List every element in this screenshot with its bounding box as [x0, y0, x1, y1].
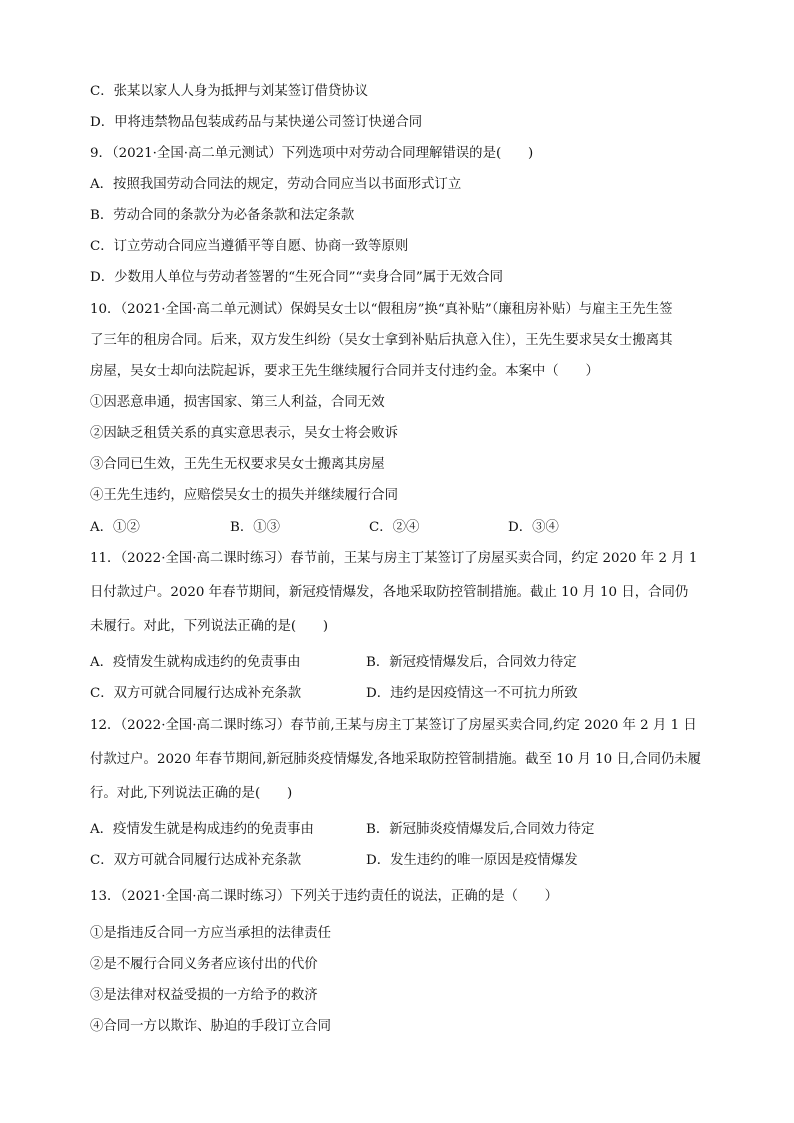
- q9-stem: 9．（2021·全国·高二单元测试）下列选项中对劳动合同理解错误的是( ): [90, 146, 534, 161]
- q10-option-b: B．①③: [230, 520, 281, 535]
- q13-statement-2: ②是不履行合同义务者应该付出的代价: [90, 957, 318, 972]
- q8-option-c: C．张某以家人人身为抵押与刘某签订借贷协议: [90, 84, 369, 99]
- q12-stem-line3: 行。对此,下列说法正确的是( ): [90, 786, 293, 801]
- q8-option-d: D．甲将违禁物品包装成药品与某快递公司签订快递合同: [90, 115, 423, 130]
- q13-stem: 13．（2021·全国·高二课时练习）下列关于违约责任的说法，正确的是（ ）: [90, 889, 559, 904]
- q10-option-a: A．①②: [90, 520, 140, 535]
- q12-option-a: A．疫情发生就是构成违约的免责事由: [90, 822, 314, 837]
- q11-option-c: C．双方可就合同履行达成补充条款: [90, 686, 302, 701]
- q9-option-a: A．按照我国劳动合同法的规定，劳动合同应当以书面形式订立: [90, 177, 462, 192]
- q11-stem-line1: 11．（2022·全国·高二课时练习）春节前，王某与房主丁某签订了房屋买卖合同，约定 2020 年 2 月 1: [90, 551, 698, 566]
- q11-option-a: A．疫情发生就构成违约的免责事由: [90, 655, 301, 670]
- q10-stem-line1: 10．（2021·全国·高二单元测试）保姆吴女士以“假租房”换“真补贴”（廉租房补贴）与雇主王先生签: [90, 302, 673, 317]
- q10-stem-line2: 了三年的租房合同。后来，双方发生纠纷（吴女士拿到补贴后执意入住），王先生要求吴女士搬离其: [90, 333, 673, 348]
- q13-statement-1: ①是指违反合同一方应当承担的法律责任: [90, 926, 332, 941]
- q11-stem-line2: 日付款过户。2020 年春节期间，新冠疫情爆发，各地采取防控管制措施。截止 10 月 10 日，合同仍: [90, 585, 689, 600]
- q10-statement-3: ③合同已生效，王先生无权要求吴女士搬离其房屋: [90, 457, 385, 472]
- q11-stem-line3: 未履行。对此，下列说法正确的是( ): [90, 619, 329, 634]
- q12-option-d: D．发生违约的唯一原因是疫情爆发: [366, 853, 578, 868]
- q11-option-b: B．新冠疫情爆发后，合同效力待定: [366, 655, 577, 670]
- q10-stem-line3: 房屋，吴女士却向法院起诉，要求王先生继续履行合同并支付违约金。本案中（ ）: [90, 364, 599, 379]
- q12-option-c: C．双方可就合同履行达成补充条款: [90, 853, 302, 868]
- q9-option-d: D．少数用人单位与劳动者签署的“生死合同”“卖身合同”属于无效合同: [90, 270, 504, 285]
- q10-statement-2: ②因缺乏租赁关系的真实意思表示，吴女士将会败诉: [90, 426, 398, 441]
- q10-statement-1: ①因恶意串通，损害国家、第三人利益，合同无效: [90, 395, 385, 410]
- q13-statement-3: ③是法律对权益受损的一方给予的救济: [90, 988, 318, 1003]
- q9-option-b: B．劳动合同的条款分为必备条款和法定条款: [90, 208, 355, 223]
- q12-stem-line2: 付款过户。2020 年春节期间,新冠肺炎疫情爆发,各地采取防控管制措施。截至 10 月 10 日,合同仍未履: [90, 752, 702, 767]
- q13-statement-4: ④合同一方以欺诈、胁迫的手段订立合同: [90, 1019, 332, 1034]
- q10-option-c: C．②④: [369, 520, 420, 535]
- q9-option-c: C．订立劳动合同应当遵循平等自愿、协商一致等原则: [90, 239, 409, 254]
- q10-option-d: D．③④: [508, 520, 559, 535]
- q12-stem-line1: 12．（2022·全国·高二课时练习）春节前,王某与房主丁某签订了房屋买卖合同,约定 2020 年 2 月 1 日: [90, 718, 697, 733]
- q11-option-d: D．违约是因疫情这一不可抗力所致: [366, 686, 578, 701]
- q10-statement-4: ④王先生违约，应赔偿吴女士的损失并继续履行合同: [90, 488, 398, 503]
- q12-option-b: B．新冠肺炎疫情爆发后,合同效力待定: [366, 822, 595, 837]
